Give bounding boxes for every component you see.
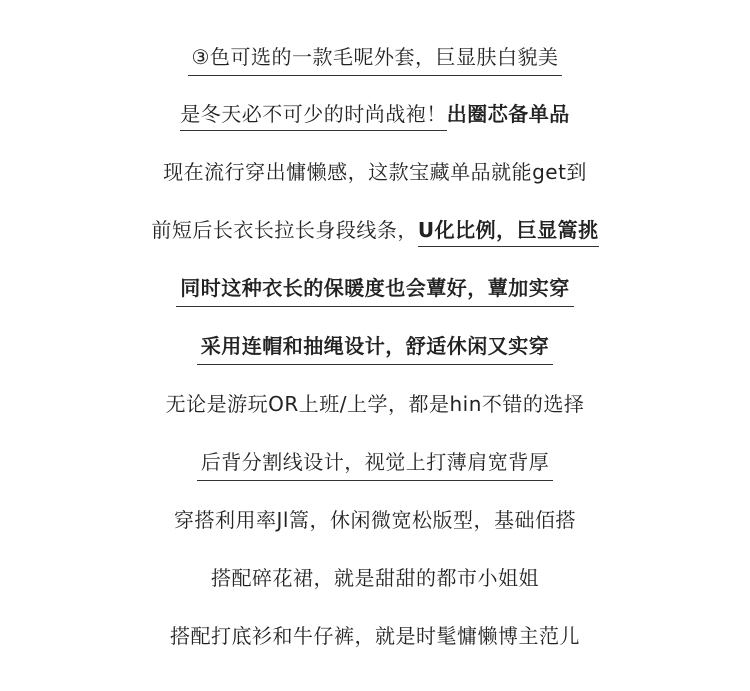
text-line-3	[0, 158, 750, 198]
line-4-plain-text: 前短后长衣长拉长身段线条，	[151, 218, 418, 242]
text-line-4	[0, 216, 750, 256]
line-1-text: ③色可选的一款毛呢外套，巨显肤白貌美	[188, 43, 563, 76]
line-2-underlined-text: 是冬天必不可少的时尚战袍！	[180, 102, 447, 131]
text-line-7	[0, 390, 750, 430]
line-8-text: 后背分割线设计，视觉上打薄肩宽背厚	[197, 448, 554, 481]
line-4-bold-underlined-text: U化比例，巨显篙挑	[418, 218, 599, 247]
text-line-10	[0, 564, 750, 604]
text-line-1	[0, 43, 750, 83]
line-6-text: 采用连帽和抽绳设计，舒适休闲又实穿	[197, 332, 554, 365]
line-11-text: 搭配打底衫和牛仔裤，就是时髦慵懒博主范儿	[170, 624, 580, 648]
line-3-text: 现在流行穿出慵懒感，这款宝藏单品就能get到	[163, 160, 587, 184]
line-9-text: 穿搭利用率Jl篙，休闲微宽松版型，基础佰搭	[174, 508, 576, 532]
text-line-9	[0, 506, 750, 546]
line-7-text: 无论是游玩OR上班/上学，都是hin不错的选择	[165, 392, 585, 416]
text-line-5	[0, 274, 750, 314]
text-line-11	[0, 622, 750, 662]
text-line-6	[0, 332, 750, 372]
line-5-text: 同时这种衣长的保暖度也会蕈好，蕈加实穿	[176, 274, 574, 307]
line-4-wrapper	[147, 216, 602, 248]
line-2-wrapper	[176, 100, 574, 132]
text-line-8	[0, 448, 750, 488]
line-10-text: 搭配碎花裙，就是甜甜的都市小姐姐	[211, 566, 539, 590]
text-line-2	[0, 100, 750, 140]
line-2-bold-text: 出圈芯备单品	[446, 102, 570, 126]
